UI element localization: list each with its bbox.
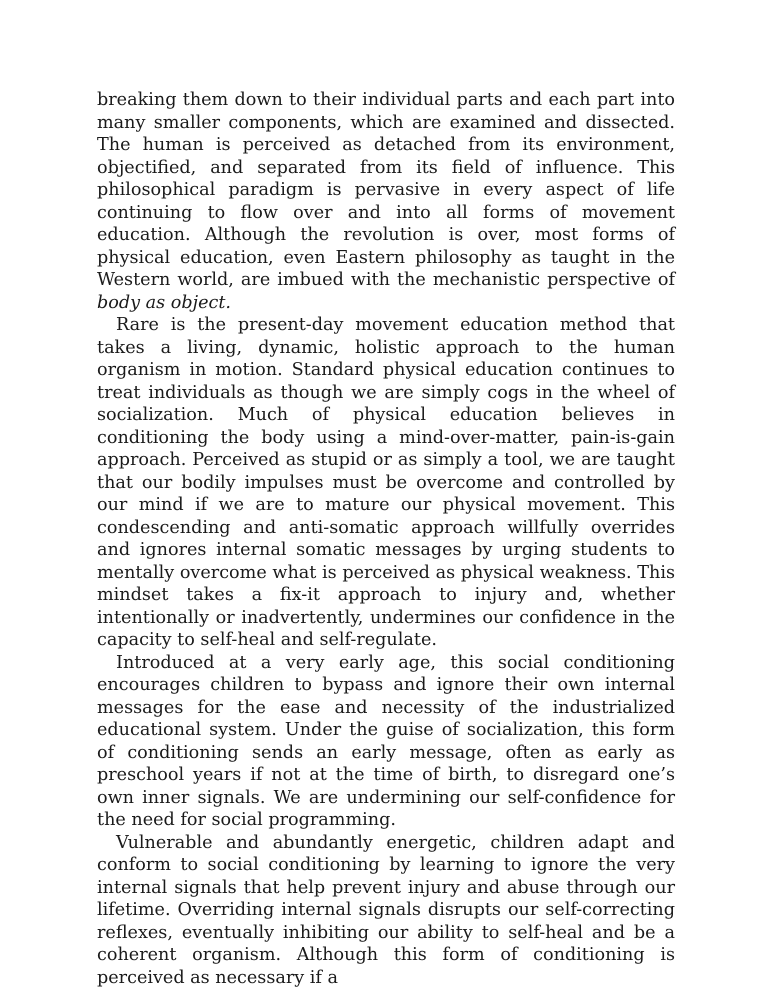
paragraph-4: Vulnerable and abundantly energetic, children adapt and conform to social conditioning by learning to ignore the very internal signals that help prevent injury and abuse through our lifetime. Overriding internal signals disrupts our self-correcting reflexes, eventually inhibiting our ability to self-heal and be a coherent organism. Although this form of conditioning is perceived as necessary if a xyxy=(97,832,675,988)
paragraph-1 xyxy=(97,89,675,314)
paragraph-1-text: breaking them down to their individual parts and each part into many smaller components, which are examined and dissected. The human is perceived as detached from its environment, objectified, and separated from its field of influence. This philosophical paradigm is pervasive in every aspect of life continuing to flow over and into all forms of movement education. Although the revolution is over, most forms of physical education, even Eastern philosophy as taught in the Western world, are imbued with the mechanistic perspective of xyxy=(97,90,675,290)
book-page-body xyxy=(97,89,675,989)
paragraph-3: Introduced at a very early age, this social conditioning encourages children to bypass and ignore their own internal messages for the ease and necessity of the industrialized educational system. Under the guise of socialization, this form of conditioning sends an early message, often as early as preschool years if not at the time of birth, to disregard one’s own inner signals. We are undermining our self-confidence for the need for social programming. xyxy=(97,652,675,830)
paragraph-1-emphasis: body as object. xyxy=(97,292,231,313)
paragraph-2: Rare is the present-day movement education method that takes a living, dynamic, holistic approach to the human organism in motion. Standard physical education continues to treat individuals as though we are simply cogs in the wheel of socialization. Much of physical education believes in conditioning the body using a mind-over-matter, pain-is-gain approach. Perceived as stupid or as simply a tool, we are taught that our bodily impulses must be overcome and controlled by our mind if we are to mature our physical movement. This condescending and anti-somatic approach willfully overrides and ignores internal somatic messages by urging students to mentally overcome what is perceived as physical weakness. This mindset takes a fix-it approach to injury and, whether intentionally or inadvertently, undermines our confidence in the capacity to self-heal and self-regulate. xyxy=(97,315,675,650)
